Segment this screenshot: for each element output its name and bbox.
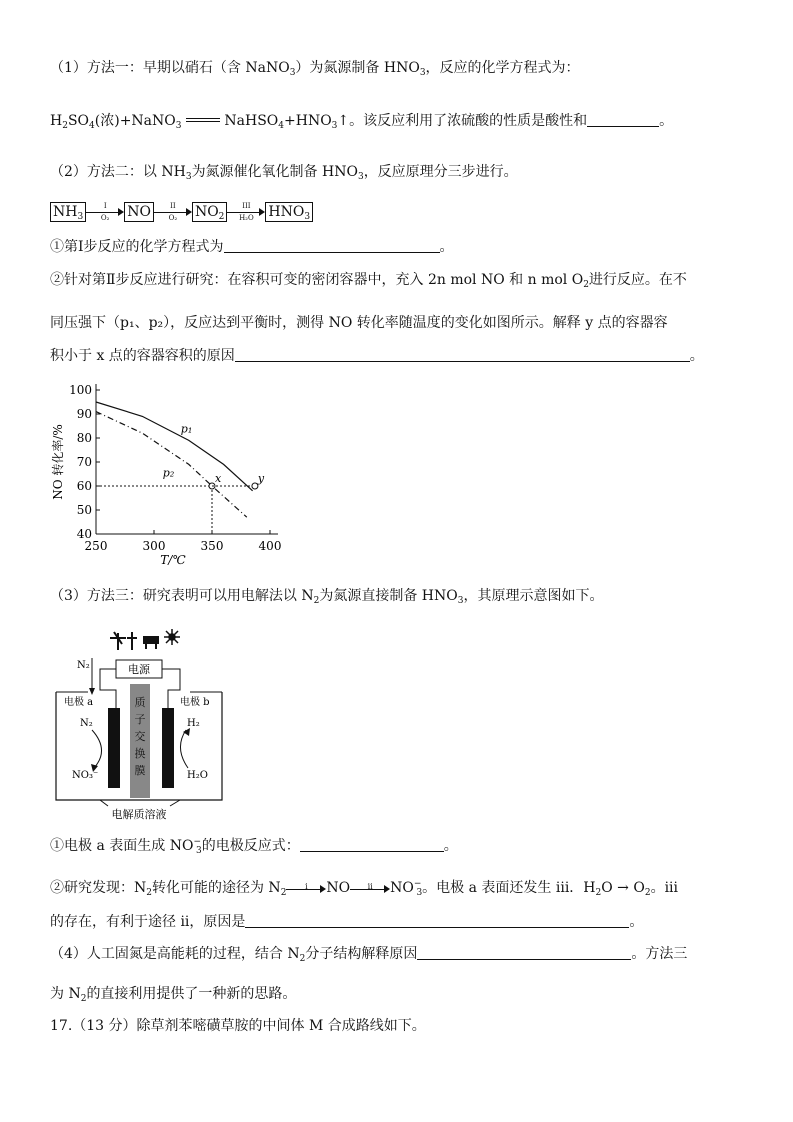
power-source-label: 电源 (128, 663, 150, 676)
y-tick-label: 60 (76, 479, 92, 493)
electrode-a (108, 708, 120, 788)
q2-sub2-line3: 积小于 x 点的容器容积的原因 。 (50, 348, 704, 364)
x-tick-label: 300 (142, 539, 166, 553)
q3-intro: （3）方法三：研究表明可以用电解法以 $N_2$为氮源直接制备 $HNO_3$，其原理示意图如下。 (50, 588, 604, 606)
series-label-1: p₁ (180, 422, 193, 436)
answer-blank-1[interactable] (587, 112, 659, 127)
series-label-2: p₂ (162, 466, 175, 480)
answer-blank-5[interactable] (245, 913, 629, 928)
flow-box-hno3: $HNO_3$ (265, 202, 313, 222)
electrode-b-label: 电极 b (180, 697, 210, 708)
answer-blank-6[interactable] (417, 945, 631, 960)
left-bottom-label: NO₃⁻ (72, 770, 99, 781)
x-axis-label: T/℃ (160, 553, 186, 567)
right-bottom-label: H₂O (187, 770, 208, 781)
no-conversion-chart (44, 378, 284, 573)
pathway-arrow-ii: ii (350, 881, 390, 895)
q4-line1: （4）人工固氮是高能耗的过程，结合 $N_2$分子结构解释原因 。方法三 (50, 946, 688, 964)
y-tick-label: 40 (76, 527, 92, 541)
power-tower-icon (127, 632, 137, 650)
y-tick-label: 100 (69, 383, 92, 397)
q3-sub2-line1: ②研究发现：$N_2$转化可能的途径为 $N_2$ i NO ii $NO^-_3$。电极 a 表面还发生 iii．$H_2O \to O_2$。iii (50, 879, 679, 898)
answer-blank-2[interactable] (224, 238, 440, 253)
q3-sub2-line2: 的存在，有利于途径 ii，原因是 。 (50, 914, 644, 930)
q2-intro: （2）方法二：以 $NH_3$为氮源催化氧化制备 $HNO_3$，反应原理分三步进行。 (50, 164, 518, 182)
answer-blank-4[interactable] (300, 837, 444, 852)
left-top-label: N₂ (80, 718, 93, 729)
point-label-x: x (215, 472, 222, 485)
q2-sub2-line2: 同压强下（p₁、p₂），反应达到平衡时，测得 NO 转化率随温度的变化如图所示。解释 y 点的容器容 (50, 315, 668, 331)
x-tick-label: 250 (84, 539, 108, 553)
q1-equation: $H_2SO_4$(浓)+NaNO$_3$ $NaHSO_4+HNO_3↑$。该反应利用了浓硫酸的性质是酸性和 。 (50, 113, 674, 131)
n2-inlet-label: N₂ (77, 660, 90, 671)
series-line-1 (96, 402, 253, 491)
wind-turbine-icon (110, 632, 126, 650)
flow-box-no: NO (124, 202, 154, 222)
solar-panel-icon (143, 636, 159, 644)
right-top-label: H₂ (187, 718, 200, 729)
q2-sub1: ①第Ⅰ步反应的化学方程式为 。 (50, 239, 454, 255)
electrode-a-label: 电极 a (64, 697, 94, 708)
pathway-arrow-i: i (286, 881, 326, 895)
electrolysis-diagram (50, 628, 240, 823)
y-tick-label: 70 (76, 455, 92, 469)
answer-blank-3[interactable] (235, 347, 690, 362)
q3-sub1: ①电极 a 表面生成 $NO^-_3$的电极反应式： 。 (50, 837, 458, 856)
x-tick-label: 350 (200, 539, 224, 553)
y-tick-label: 90 (76, 407, 92, 421)
sun-icon (164, 629, 180, 645)
flow-box-nh3: $NH_3$ (50, 202, 86, 222)
y-axis-label: NO 转化率/% (51, 424, 65, 500)
point-label-y: y (257, 472, 265, 485)
flow-arrow-2: $\frac{II}{\text{O₂}}$ (154, 203, 192, 221)
flow-arrow-1: $\frac{I}{\text{O₂}}$ (86, 203, 124, 221)
q1-intro: （1）方法一：早期以硝石（含 NaNO$_3$）为氮源制备 $HNO_3$，反应的化学方程式为： (50, 60, 580, 78)
membrane-label: 质子交换膜 (134, 696, 146, 777)
flow-box-no2: $NO_2$ (192, 202, 227, 222)
q2-sub2-line1: ②针对第Ⅱ步反应进行研究：在容积可变的密闭容器中，充入 2n mol NO 和 n mol $O_2$进行反应。在不 (50, 272, 687, 290)
y-tick-label: 50 (76, 503, 92, 517)
flow-arrow-3: III H₂O (227, 203, 265, 221)
electrolyte-label: 电解质溶液 (111, 808, 167, 821)
q2-flow (50, 202, 313, 222)
q4-line2: 为 $N_2$的直接利用提供了一种新的思路。 (50, 986, 297, 1004)
q17-intro: 17.（13 分）除草剂苯嘧磺草胺的中间体 M 合成路线如下。 (50, 1018, 426, 1034)
electrode-b (162, 708, 174, 788)
y-tick-label: 80 (76, 431, 92, 445)
x-tick-label: 400 (258, 539, 282, 553)
equals-sign (186, 115, 220, 127)
